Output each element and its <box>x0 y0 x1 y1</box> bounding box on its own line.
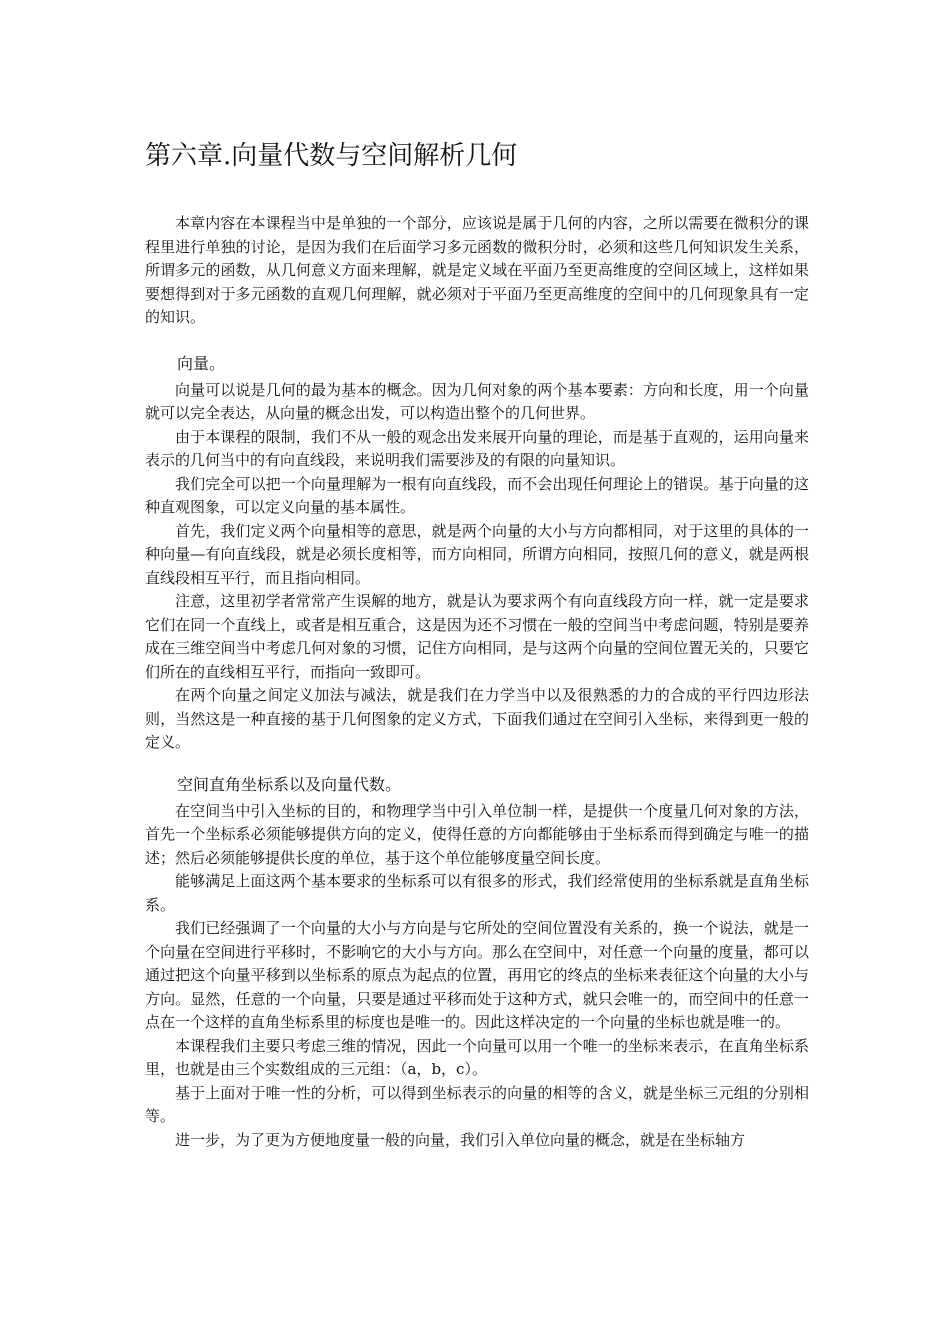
paragraph: 进一步，为了更为方便地度量一般的向量，我们引入单位向量的概念，就是在坐标轴方 <box>175 1130 746 1149</box>
paragraph: 由于本课程的限制，我们不从一般的观念出发来展开向量的理论，而是基于直观的，运用向量来表示的几何当中的有向直线段，来说明我们需要涉及的有限的向量知识。 <box>145 427 809 469</box>
paragraph: 注意，这里初学者常常产生误解的地方，就是认为要求两个有向直线段方向一样，就一定是要求它们在同一个直线上，或者是相互重合，这是因为还不习惯在一般的空间当中考虑问题，特别是要养成在三维空间当中考虑几何对象的习惯，记住方向相同，是与这两个向量的空间位置无关的，只要它们所在的直线相互平行，而指向一致即可。 <box>145 592 809 681</box>
paragraph: 能够满足上面这两个基本要求的坐标系可以有很多的形式，我们经常使用的坐标系就是直角坐标系。 <box>145 872 809 914</box>
paragraph: 我们已经强调了一个向量的大小与方向是与它所处的空间位置没有关系的，换一个说法，就是一个向量在空间进行平移时，不影响它的大小与方向。那么在空间中，对任意一个向量的度量，都可以通过把这个向量平移到以坐标系的原点为起点的位置，再用它的终点的坐标来表征这个向量的大小与方向。显然，任意的一个向量，只要是通过平移而处于这种方式，就只会唯一的，而空间中的任意一点在一个这样的直角坐标系里的标度也是唯一的。因此这样决定的一个向量的坐标也就是唯一的。 <box>145 919 809 1031</box>
paragraph: 首先，我们定义两个向量相等的意思，就是两个向量的大小与方向都相同，对于这里的具体的一种向量—有向直线段，就是必须长度相等，而方向相同，所谓方向相同，按照几何的意义，就是两根直线段相互平行，而且指向相同。 <box>145 521 809 587</box>
paragraph: 基于上面对于唯一性的分析，可以得到坐标表示的向量的相等的含义，就是坐标三元组的分别相等。 <box>145 1083 809 1125</box>
section-heading-coordinates: 空间直角坐标系以及向量代数。 <box>177 774 402 794</box>
section-vectors <box>145 352 809 755</box>
section-spacer <box>145 755 809 773</box>
section-heading-vectors: 向量。 <box>177 353 226 373</box>
intro-paragraph: 本章内容在本课程当中是单独的一个部分，应该说是属于几何的内容，之所以需要在微积分的课程里进行单独的讨论，是因为我们在后面学习多元函数的微积分时，必须和这些几何知识发生关系，所谓多元的函数，从几何意义方面来理解，就是定义域在平面乃至更高维度的空间区域上，这样如果要想得到对于多元函数的直观几何理解，就必须对于平面乃至更高维度的空间中的几何现象具有一定的知识。 <box>145 214 809 326</box>
paragraph: 本课程我们主要只考虑三维的情况，因此一个向量可以用一个唯一的坐标来表示，在直角坐标系里，也就是由三个实数组成的三元组：（a，b，c）。 <box>145 1036 809 1078</box>
chapter-title: 第六章.向量代数与空间解析几何 <box>145 141 518 171</box>
paragraph: 在两个向量之间定义加法与减法，就是我们在力学当中以及很熟悉的力的合成的平行四边形法则，当然这是一种直接的基于几何图象的定义方式，下面我们通过在空间引入坐标，来得到更一般的定义。 <box>145 686 809 751</box>
paragraph: 在空间当中引入坐标的目的，和物理学当中引入单位制一样，是提供一个度量几何对象的方法，首先一个坐标系必须能够提供方向的定义，使得任意的方向都能够由于坐标系而得到确定与唯一的描述；然后必须能够提供长度的单位，基于这个单位能够度量空间长度。 <box>145 801 809 867</box>
section-coordinates <box>145 773 809 1153</box>
paragraph: 我们完全可以把一个向量理解为一根有向直线段，而不会出现任何理论上的错误。基于向量的这种直观图象，可以定义向量的基本属性。 <box>145 474 809 516</box>
document-page <box>145 138 809 1152</box>
paragraph: 向量可以说是几何的最为基本的概念。因为几何对象的两个基本要素：方向和长度，用一个向量就可以完全表达，从向量的概念出发，可以构造出整个的几何世界。 <box>145 380 809 422</box>
